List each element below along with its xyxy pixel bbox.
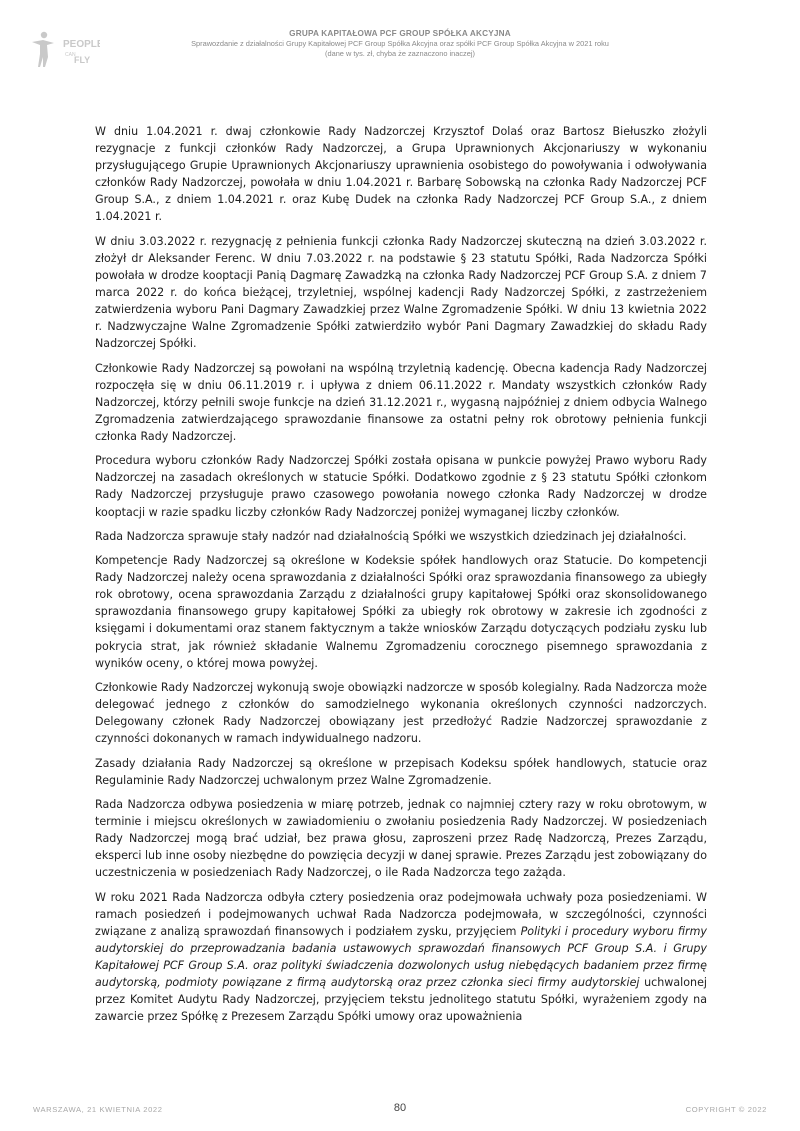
header-note: (dane w tys. zł, chyba że zaznaczono inaczej) [325, 49, 475, 58]
paragraph-resignation-2022: W dniu 3.03.2022 r. rezygnację z pełnienia funkcji członka Rady Nadzorczej skuteczną na dzień 3.03.2022 r. złożył dr Aleksander Ferenc. W dniu 7.03.2022 r. na podstawie § 23 statutu Spółki, Rada Nadzorcza Spółki powołała w drodze kooptacji Panią Dagmarę Zawadzką na członka Rady Nadzorczej PCF Group S.A. z dniem 7 marca 2022 r. do końca bieżącej, trzyletniej, wspólnej kadencji Rady Nadzorczej Spółki, z zastrzeżeniem zatwierdzenia wyboru Pani Dagmary Zawadzkiej przez Walne Zgromadzenie Spółki. W dniu 13 kwietnia 2022 r. Nadzwyczajne Walne Zgromadzenie Spółki zatwierdziło wybór Pani Dagmary Zawadzkiej do składu Rady Nadzorczej Spółki. [95, 234, 707, 351]
paragraph-meetings: Rada Nadzorcza odbywa posiedzenia w miarę potrzeb, jednak co najmniej cztery razy w roku obrotowym, w terminie i miejscu określonych w zawiadomieniu o zwołaniu posiedzenia Rady Nadzorczej. W posiedzeniach Rady Nadzorczej mogą brać udział, bez prawa głosu, zaproszeni przez Radę Nadzorczą, Prezes Zarządu, eksperci lub inne osoby niezbędne do powzięcia decyzji w danej sprawie. Prezes Zarządu jest zobowiązany do uczestniczenia w posiedzeniach Rady Nadzorczej, o ile Rada Nadzorcza tego zażąda. [95, 797, 707, 880]
logo-text-fly: FLY [74, 55, 91, 65]
paragraph-competences: Kompetencje Rady Nadzorczej są określone w Kodeksie spółek handlowych oraz Statucie. Do kompetencji Rady Nadzorczej należy ocena sprawozdania z działalności Spółki oraz sprawozdania finansowego za ubiegły rok obrotowy, ocena sprawozdania Zarządu z działalności grupy kapitałowej Spółki oraz skonsolidowanego sprawozdania finansowego grupy kapitałowej Spółki za ubiegły rok obrotowy w zakresie ich zgodności z księgami i dokumentami oraz stanem faktycznym a także wniosków Zarządu dotyczących podziału zysku lub pokrycia strat, jak również składanie Walnemu Zgromadzeniu corocznego pisemnego sprawozdania z wyników oceny, o której mowa powyżej. [95, 554, 707, 670]
document-body [95, 123, 707, 1032]
paragraph-supervision: Rada Nadzorcza sprawuje stały nadzór nad działalnością Spółki we wszystkich dziedzinach jej działalności. [95, 529, 687, 543]
logo-text-can: CAN [65, 52, 76, 58]
paragraph-selection-procedure: Procedura wyboru członków Rady Nadzorczej Spółki została opisana w punkcie powyżej Prawo wyboru Rady Nadzorczej na zasadach określonych w statucie Spółki. Dodatkowo zgodnie z § 23 statutu Spółki członkom Rady Nadzorczej przysługuje prawo czasowego powołania nowego członka Rady Nadzorczej w drodze kooptacji w razie spadku liczby członków Rady Nadzorczej poniżej wymaganej liczby członków. [95, 454, 707, 519]
paragraph-resignations-2021: W dniu 1.04.2021 r. dwaj członkowie Rady Nadzorczej Krzysztof Dolaś oraz Bartosz Biełuszko złożyli rezygnacje z funkcji członków Rady Nadzorczej, a Grupa Uprawnionych Akcjonariuszy w wykonaniu przysługującego Grupie Uprawnionych Akcjonariuszy uprawnienia osobistego do powoływania i odwoływania członków Rady Nadzorczej, powołała w dniu 1.04.2021 r. Barbarę Sobowską na członka Rady Nadzorczej PCF Group S.A., z dniem 1.04.2021 r. oraz Kubę Dudek na członka Rady Nadzorczej PCF Group S.A., z dniem 1.04.2021 r. [95, 125, 707, 224]
footer-place-date: WARSZAWA, 21 KWIETNIA 2022 [33, 1105, 163, 1114]
header-title: GRUPA KAPITAŁOWA PCF GROUP SPÓŁKA AKCYJNA [289, 29, 511, 38]
header-subtitle: Sprawozdanie z działalności Grupy Kapitałowej PCF Group Spółka Akcyjna oraz spółki PCF Group Spółka Akcyjna w 2021 roku [191, 39, 609, 48]
paragraph-activity-policy-title: Polityki i procedury wyboru firmy audytorskiej do przeprowadzania badania ustawowych sprawozdań finansowych PCF Group S.A. i Grupy Kapitałowej PCF Group S.A. oraz polityki świadczenia dozwolonych usług niebędących badaniem przez firmę audytorską, podmioty powiązane z firmą audytorską oraz przez członka sieci firmy audytorskiej [95, 924, 707, 989]
footer-copyright: COPYRIGHT © 2022 [685, 1105, 767, 1114]
paragraph-rules: Zasady działania Rady Nadzorczej są określone w przepisach Kodeksu spółek handlowych, statucie oraz Regulaminie Rady Nadzorczej uchwalonym przez Walne Zgromadzenie. [95, 756, 707, 787]
page-header [140, 28, 660, 59]
paragraph-activity-text-b: uchwalonej przez Komitet Audytu Rady Nadzorczej, przyjęciem tekstu jednolitego statutu Spółki, wyrażeniem zgody na zawarcie przez Spółkę z Prezesem Zarządu Spółki umowy oraz upoważnienia [95, 976, 707, 1024]
paragraph-term: Członkowie Rady Nadzorczej są powołani na wspólną trzyletnią kadencję. Obecna kadencja Rady Nadzorczej rozpoczęła się w dniu 06.11.2019 r. i upływa z dniem 06.11.2022 r. Mandaty wszystkich członków Rady Nadzorczej, którzy pełnili swoje funkcje na dzień 31.12.2021 r., wygasną najpóźniej z dniem odbycia Walnego Zgromadzenia zatwierdzającego sprawozdanie finansowe za ostatni pełny rok obrotowy pełnienia funkcji członka Rady Nadzorczej. [95, 361, 707, 443]
paragraph-activity-text-a: W roku 2021 Rada Nadzorcza odbyła cztery posiedzenia oraz podejmowała uchwały poza posiedzeniami. W ramach posiedzeń i podejmowanych uchwał Rada Nadzorcza podejmowała, w szczególności, czynności związane z analizą sprawozdań finansowych i podziałem zysku, przyjęciem [95, 890, 707, 938]
page-number: 80 [393, 1102, 407, 1114]
paragraph-collegial-duties: Członkowie Rady Nadzorczej wykonują swoje obowiązki nadzorcze w sposób kolegialny. Rada Nadzorcza może delegować jednego z członków do samodzielnego wykonania określonych czynności nadzorczych. Delegowany członek Rady Nadzorczej obowiązany jest przedłożyć Radzie Nadzorczej sprawozdanie z czynności dokonanych w ramach indywidualnego nadzoru. [95, 680, 707, 746]
paragraph-activity-2021 [95, 889, 707, 1026]
company-logo [30, 26, 100, 70]
logo-text-people: PEOPLE [63, 39, 100, 50]
